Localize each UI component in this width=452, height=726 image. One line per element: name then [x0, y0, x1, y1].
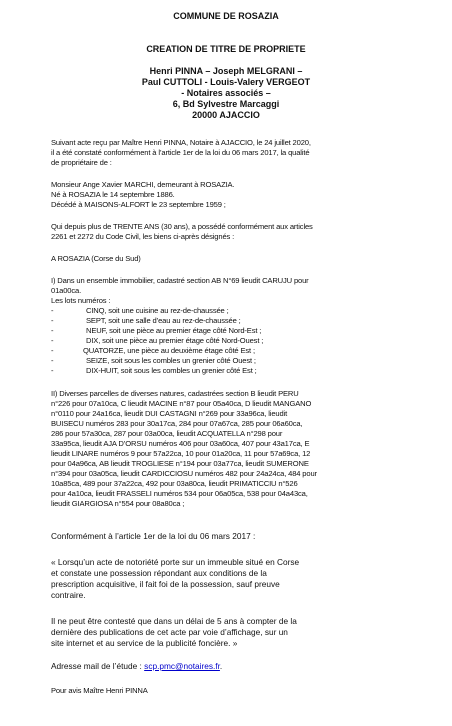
- location-line: A ROSAZIA (Corse du Sud): [51, 254, 141, 263]
- list-bullet: -: [51, 356, 54, 365]
- notaries-line-3: - Notaires associés –: [181, 88, 271, 98]
- office-address: 6, Bd Sylvestre Marcaggi: [172, 99, 280, 109]
- list-bullet: -: [51, 326, 54, 335]
- lot-item: DIX, soit une pièce au premier étage côté Nord-Ouest ;: [86, 336, 264, 345]
- section-2-line: 286 pour 57a30ca, 287 pour 03a00ca, lieudit ACQUATELLA n°298 pour: [51, 429, 283, 438]
- possession-line: 2261 et 2272 du Code Civil, les biens ci-après désignés :: [51, 232, 235, 241]
- owner-line: Décédé à MAISONS-ALFORT le 23 septembre 1959 ;: [51, 200, 226, 209]
- lot-item: DIX-HUIT, soit sous les combles un grenier côté Est ;: [86, 366, 257, 375]
- notaries-line-1: Henri PINNA – Joseph MELGRANI –: [149, 66, 303, 76]
- possession-line: Qui depuis plus de TRENTE ANS (30 ans), a possédé conformément aux articles: [51, 222, 313, 231]
- quote-line: « Lorsqu’un acte de notoriété porte sur un immeuble situé en Corse: [51, 557, 300, 567]
- list-bullet: -: [51, 366, 54, 375]
- section-1-line: I) Dans un ensemble immobilier, cadastré section AB N°69 lieudit CARUJU pour: [51, 276, 309, 285]
- notaries-line-2: Paul CUTTOLI - Louis-Valery VERGEOT: [141, 77, 311, 87]
- signature-line: Pour avis Maître Henri PINNA: [51, 686, 148, 695]
- section-2-line: pour 4a10ca, lieudit FRASSELI numéros 534 pour 06a05ca, 538 pour 04a43ca,: [51, 489, 308, 498]
- section-1-line: Les lots numéros :: [51, 296, 111, 305]
- section-2-line: 10a85ca, 489 pour 37a22ca, 492 pour 03a80ca, lieudit PRIMATICCIU n°526: [51, 479, 298, 488]
- lot-item: QUATORZE, une pièce au deuxième étage côté Est ;: [83, 346, 255, 355]
- notice-title: CREATION DE TITRE DE PROPRIETE: [146, 44, 306, 54]
- list-bullet: -: [51, 336, 54, 345]
- section-2-line: n°394 pour 03a05ca, lieudit CARDICCIOSU numéros 482 pour 24a24ca, 484 pour: [51, 469, 317, 478]
- office-city: 20000 AJACCIO: [192, 110, 260, 120]
- section-1-line: 01a00ca.: [51, 286, 82, 295]
- quote-line: contraire.: [51, 590, 86, 600]
- quote-line: site internet et au service de la publicité foncière. »: [51, 638, 238, 648]
- lot-item: CINQ, soit une cuisine au rez-de-chaussée ;: [86, 306, 229, 315]
- commune-heading: COMMUNE DE ROSAZIA: [173, 11, 279, 21]
- section-2-line: lieudit LINARE numéros 9 pour 57a22ca, 10 pour 01a20ca, 11 pour 57a69ca, 12: [51, 449, 311, 458]
- section-2-line: n°0110 pour 24a16ca, lieudit DUI CASTAGNI n°269 pour 33a96ca, lieudit: [51, 409, 288, 418]
- section-2-line: n°226 pour 07a10ca, C lieudit MACINE n°87 pour 05a40ca, D lieudit MANGANO: [51, 399, 312, 408]
- list-bullet: -: [51, 306, 54, 315]
- intro-line: il a été constaté conformément à l’article 1er de la loi du 06 mars 2017, la qualité: [51, 148, 310, 157]
- owner-line: Né à ROSAZIA le 14 septembre 1886.: [51, 190, 175, 199]
- quote-line: dernière des publications de cet acte par voie d’affichage, sur un: [51, 627, 288, 637]
- lot-item: SEPT, soit une salle d’eau au rez-de-chaussée ;: [86, 316, 241, 325]
- section-2-line: pour 04a96ca, AB lieudit TROGLIESE n°194 pour 03a77ca, lieudit SUMERONE: [51, 459, 309, 468]
- owner-line: Monsieur Ange Xavier MARCHI, demeurant à ROSAZIA.: [51, 180, 235, 189]
- email-line: [51, 661, 411, 672]
- email-label: Adresse mail de l’étude :: [51, 661, 145, 671]
- intro-line: Suivant acte reçu par Maître Henri PINNA, Notaire à AJACCIO, le 24 juillet 2020,: [51, 138, 311, 147]
- quote-line: et constate une possession répondant aux conditions de la: [51, 568, 267, 578]
- email-suffix: .: [219, 661, 223, 671]
- section-2-line: II) Diverses parcelles de diverses natures, cadastrées section B lieudit PERU: [51, 389, 299, 398]
- section-2-line: 33a95ca, lieudit AJA D’ORSU numéros 406 pour 03a60ca, 407 pour 43a17ca, E: [51, 439, 310, 448]
- section-2-line: lieudit GIARGIOSA n°554 pour 08a80ca ;: [51, 499, 185, 508]
- intro-line: de propriétaire de :: [51, 158, 112, 167]
- list-bullet: -: [51, 316, 54, 325]
- quote-line: prescription acquisitive, il fait foi de la possession, sauf preuve: [51, 579, 280, 589]
- lot-item: NEUF, soit une pièce au premier étage côté Nord-Est ;: [86, 326, 262, 335]
- section-2-line: BUISECU numéros 283 pour 30a17ca, 284 pour 07a67ca, 285 pour 06a60ca,: [51, 419, 303, 428]
- email-link[interactable]: scp.pmc@notaires.fr: [144, 661, 220, 671]
- list-bullet: -: [51, 346, 54, 355]
- lot-item: SEIZE, soit sous les combles un grenier côté Ouest ;: [86, 356, 256, 365]
- quote-line: Il ne peut être contesté que dans un délai de 5 ans à compter de la: [51, 616, 297, 626]
- conformement-line: Conformément à l’article 1er de la loi du 06 mars 2017 :: [51, 531, 256, 541]
